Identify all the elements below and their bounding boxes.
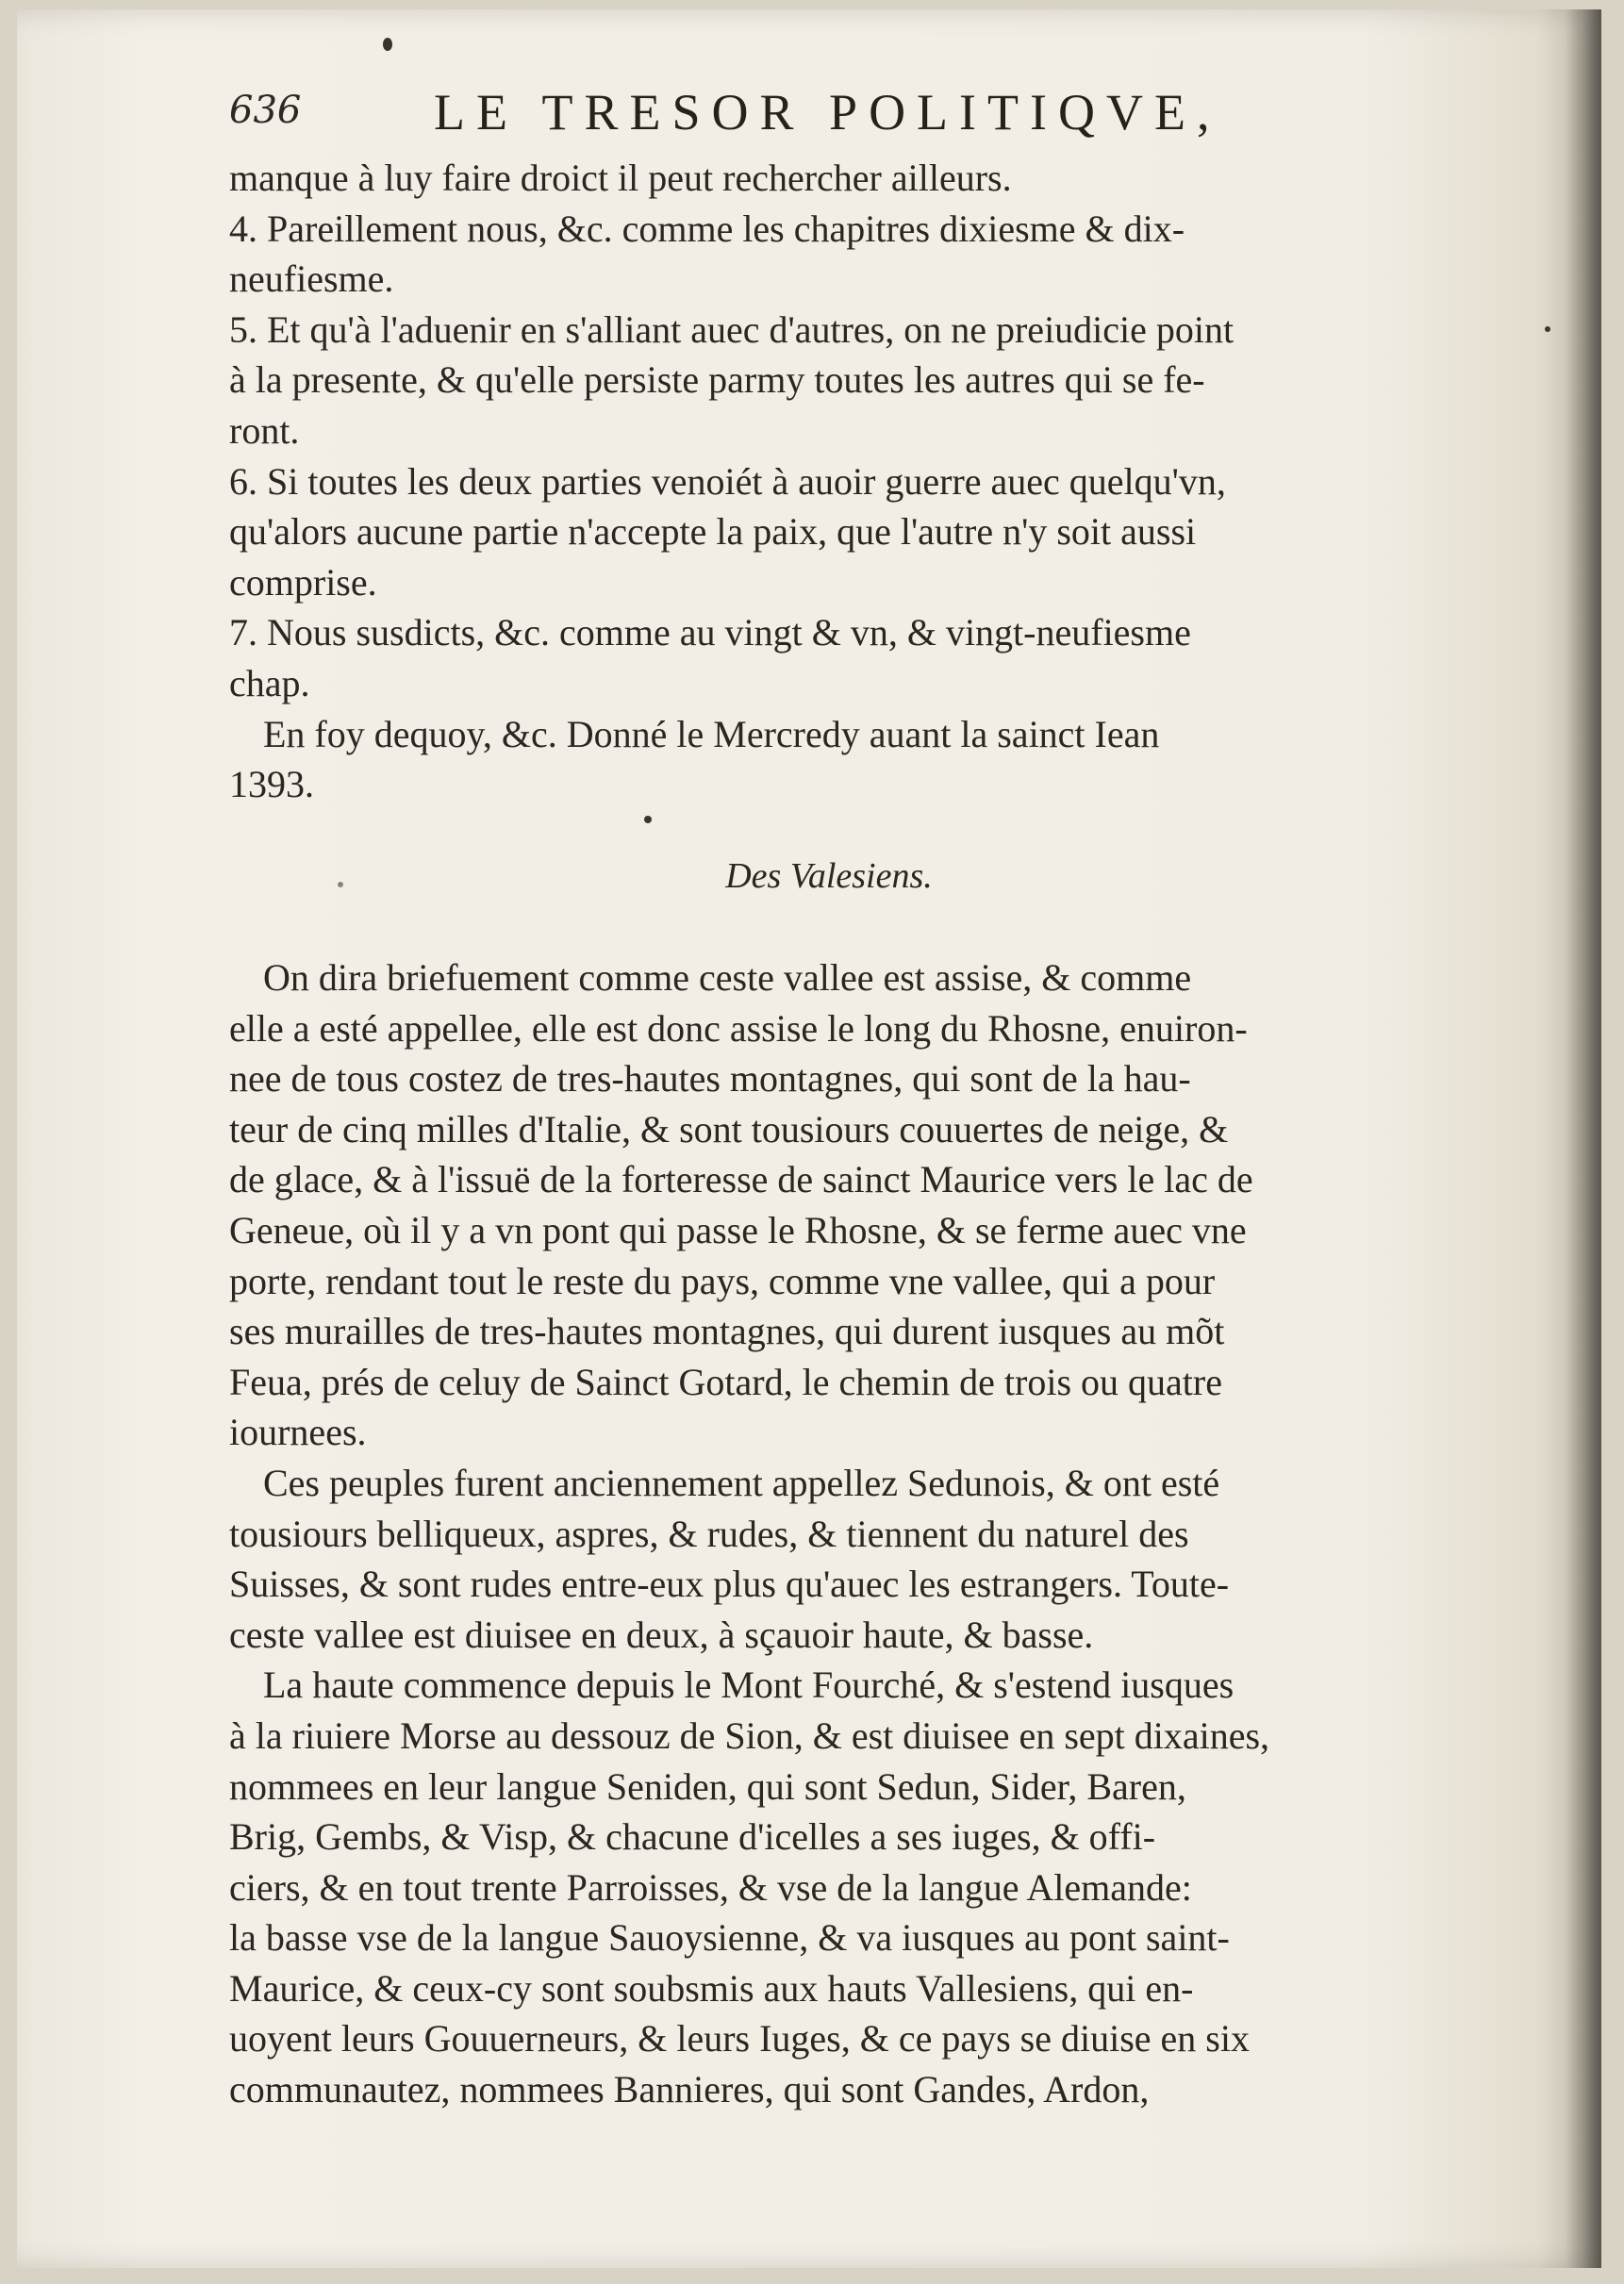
text-line: tousiours belliqueux, aspres, & rudes, & tiennent du naturel des <box>229 1512 1189 1555</box>
page-number: 636 <box>229 89 302 132</box>
text-line: 1393. <box>229 763 314 806</box>
book-page <box>17 9 1601 2268</box>
text-line: nommees en leur langue Seniden, qui sont Sedun, Sider, Baren, <box>229 1764 1186 1808</box>
text-line: chap. <box>229 661 310 704</box>
text-line: 7. Nous susdicts, &c. comme au vingt & vn, & vingt-neufiesme <box>229 611 1191 654</box>
ink-speck <box>383 38 392 51</box>
text-line: elle a esté appellee, elle est donc assise le long du Rhosne, enuiron- <box>229 1006 1248 1050</box>
text-line: qu'alors aucune partie n'accepte la paix, que l'autre n'y soit aussi <box>229 510 1197 554</box>
section-heading: Des Valesiens. <box>725 856 933 896</box>
running-head <box>215 83 1309 149</box>
text-line: Suisses, & sont rudes entre-eux plus qu'auec les estrangers. Toute- <box>229 1563 1230 1606</box>
text-line: comprise. <box>229 560 377 604</box>
text-line: La haute commence depuis le Mont Fourché, & s'estend iusques <box>263 1663 1235 1707</box>
text-line: nee de tous costez de tres-hautes montagnes, qui sont de la hau- <box>229 1057 1191 1101</box>
upper-text-block <box>229 153 1493 810</box>
ink-speck <box>338 882 343 887</box>
text-line: manque à luy faire droict il peut rechercher ailleurs. <box>229 157 1012 199</box>
text-line: Brig, Gembs, & Visp, & chacune d'icelles a ses iuges, & offi- <box>229 1815 1156 1859</box>
text-line: 6. Si toutes les deux parties venoiét à auoir guerre auec quelqu'vn, <box>229 459 1226 503</box>
text-line: On dira briefuement comme ceste vallee est assise, & comme <box>263 956 1192 999</box>
text-line: porte, rendant tout le reste du pays, comme vne vallee, qui a pour <box>229 1259 1216 1302</box>
text-line: iournees. <box>229 1411 367 1454</box>
lower-text-block <box>229 952 1493 2115</box>
text-line: communautez, nommees Bannieres, qui sont Gandes, Ardon, <box>229 2068 1150 2111</box>
text-line: En foy dequoy, &c. Donné le Mercredy auant la sainct Iean <box>263 712 1160 755</box>
text-line: uoyent leurs Gouuerneurs, & leurs Iuges, & ce pays se diuise en six <box>229 2017 1250 2061</box>
text-line: à la presente, & qu'elle persiste parmy toutes les autres qui se fe- <box>229 358 1205 402</box>
text-line: ses murailles de tres-hautes montagnes, qui durent iusques au mõt <box>229 1310 1225 1353</box>
text-line: 5. Et qu'à l'aduenir en s'alliant auec d'autres, on ne preiudicie point <box>229 307 1235 351</box>
text-line: de glace, & à l'issuë de la forteresse de sainct Maurice vers le lac de <box>229 1158 1253 1201</box>
text-line: Maurice, & ceux-cy sont soubsmis aux hauts Vallesiens, qui en- <box>229 1966 1194 2010</box>
text-line: ciers, & en tout trente Parroisses, & vse de la langue Alemande: <box>229 1865 1192 1909</box>
text-line: 4. Pareillement nous, &c. comme les chapitres dixiesme & dix- <box>229 207 1185 250</box>
text-line: Feua, prés de celuy de Sainct Gotard, le chemin de trois ou quatre <box>229 1360 1222 1403</box>
text-line: neufiesme. <box>229 257 394 301</box>
text-line: Geneue, où il y a vn pont qui passe le Rhosne, & se ferme auec vne <box>229 1208 1247 1251</box>
text-line: teur de cinq milles d'Italie, & sont tousiours couuertes de neige, & <box>229 1107 1229 1150</box>
text-line: à la riuiere Morse au dessouz de Sion, & est diuisee en sept dixaines, <box>229 1713 1270 1757</box>
ink-speck <box>1545 326 1550 332</box>
text-line: la basse vse de la langue Sauoysienne, & va iusques au pont saint- <box>229 1916 1230 1960</box>
page-gutter-shadow <box>1566 9 1601 2268</box>
ink-speck <box>644 816 652 823</box>
running-title: LE TRESOR POLITIQVE, <box>434 84 1221 141</box>
text-line: Ces peuples furent anciennement appellez Sedunois, & ont esté <box>263 1461 1220 1504</box>
text-line: ceste vallee est diuisee en deux, à sçauoir haute, & basse. <box>229 1613 1094 1656</box>
text-line: ront. <box>229 408 300 452</box>
